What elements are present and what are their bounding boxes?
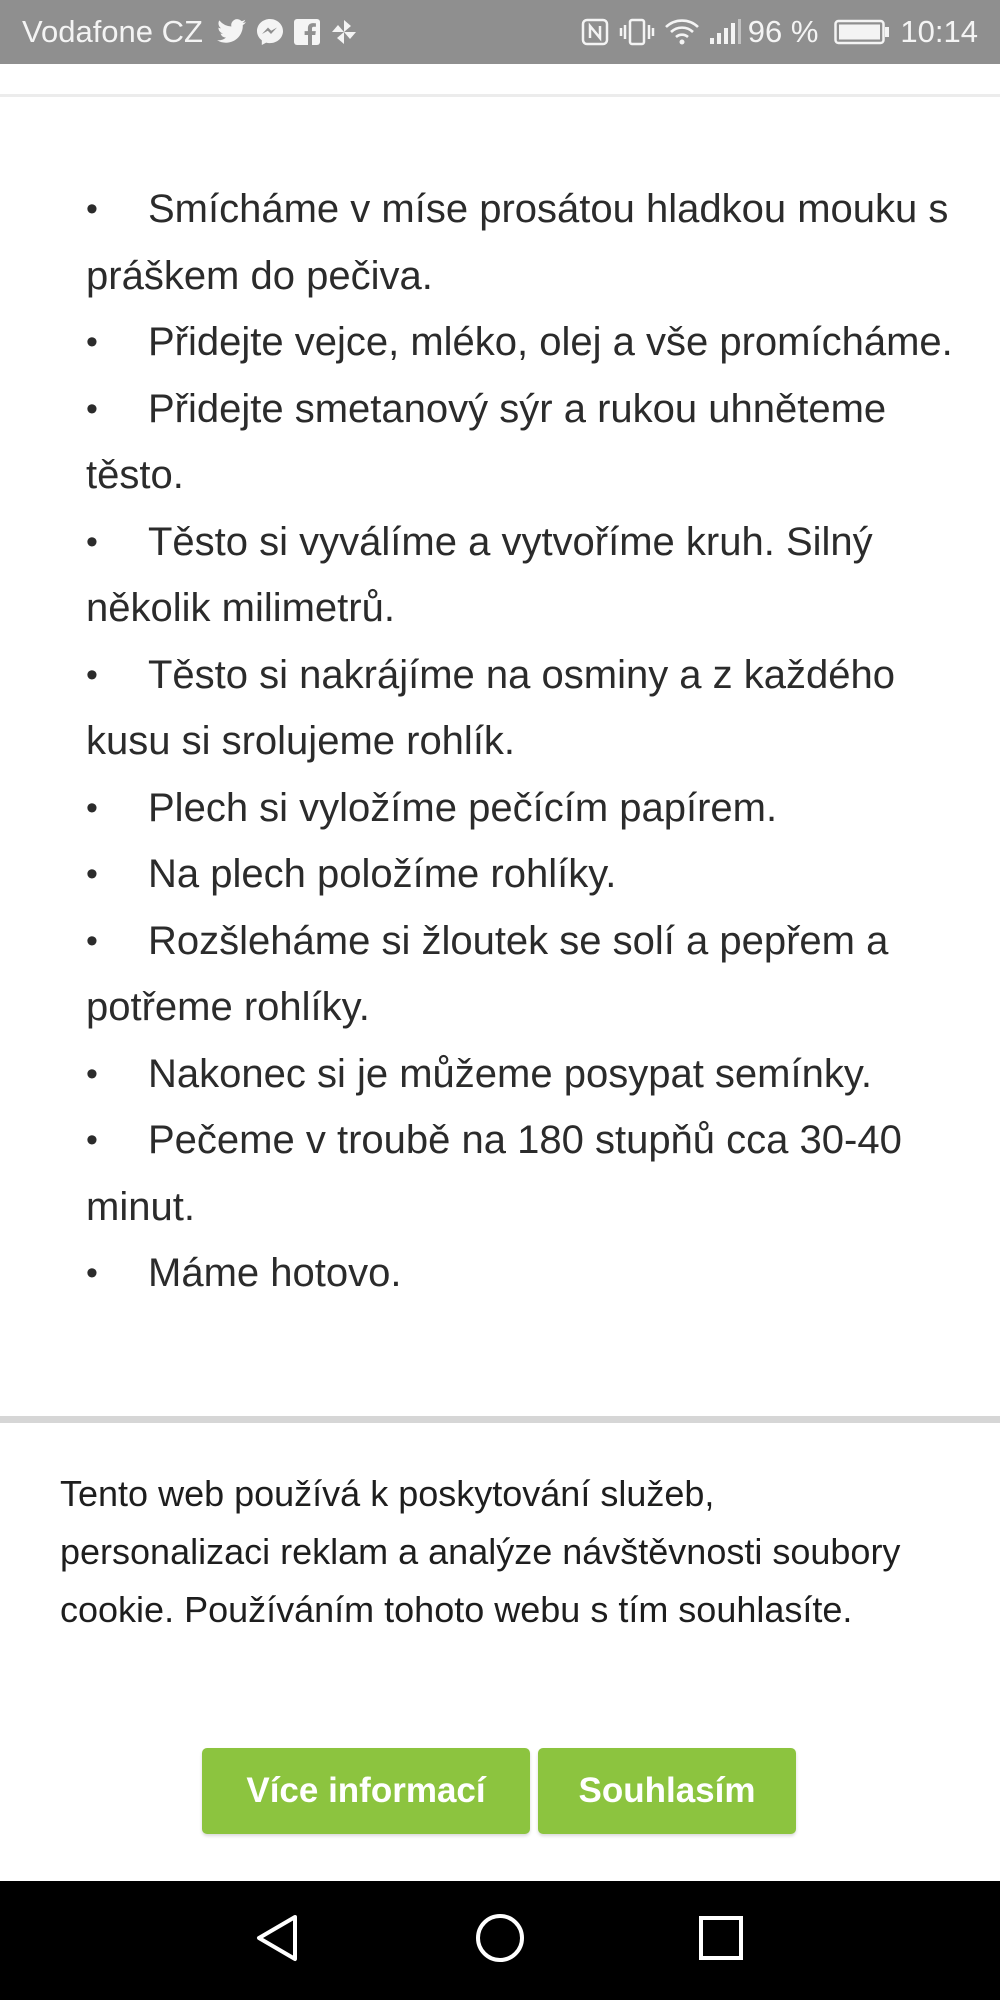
step-text: Pečeme v troubě na 180 stupňů cca 30-40 minut.: [86, 1118, 902, 1229]
list-item: [86, 908, 986, 1041]
step-text: Přidejte vejce, mléko, olej a vše promícháme.: [148, 320, 953, 364]
clock: 10:14: [900, 14, 978, 49]
back-icon[interactable]: [242, 1903, 312, 1973]
wifi-icon: [664, 15, 700, 49]
step-text: Plech si vyložíme pečícím papírem.: [148, 785, 778, 830]
list-item: [86, 309, 986, 376]
step-text: Na plech položíme rohlíky.: [148, 852, 617, 896]
step-text: Smícháme v míse prosátou hladkou mouku s práškem do pečiva.: [86, 187, 949, 298]
step-text: Nakonec si je můžeme posypat semínky.: [148, 1051, 873, 1096]
status-right: [572, 14, 978, 50]
bullet-icon: •: [86, 655, 98, 694]
bullet-icon: •: [86, 522, 98, 561]
recipe-steps-list: [86, 176, 986, 1307]
list-item: [86, 1107, 986, 1240]
list-item: [86, 775, 986, 842]
pinwheel-icon: [329, 15, 359, 49]
messenger-icon: [255, 15, 285, 49]
twitter-icon: [217, 15, 247, 49]
step-text: Těsto si vyválíme a vytvoříme kruh. Silný několik milimetrů.: [86, 519, 873, 630]
status-left: [22, 14, 359, 50]
list-item: [86, 1240, 986, 1307]
signal-icon: [708, 15, 742, 49]
list-item: [86, 509, 986, 642]
list-item: [86, 176, 986, 309]
step-text: Těsto si nakrájíme na osminy a z každého kusu si srolujeme rohlík.: [86, 652, 896, 763]
battery-percent: 96 %: [747, 14, 819, 49]
cookie-banner: [0, 1416, 1000, 1881]
recent-apps-icon[interactable]: [686, 1903, 756, 1973]
list-item: [86, 841, 986, 908]
battery-icon: [834, 15, 890, 49]
status-bar: [0, 0, 1000, 64]
bullet-icon: •: [86, 190, 98, 228]
bullet-icon: •: [86, 1121, 98, 1159]
bullet-icon: •: [86, 1054, 98, 1093]
step-text: Máme hotovo.: [148, 1251, 402, 1295]
header-divider: [0, 94, 1000, 97]
bullet-icon: •: [86, 855, 98, 893]
bullet-icon: •: [86, 323, 98, 361]
bullet-icon: •: [86, 389, 98, 428]
step-text: Rozšleháme si žloutek se solí a pepřem a potřeme rohlíky.: [86, 918, 889, 1029]
cookie-consent-text: Tento web používá k poskytování služeb, personalizaci reklam a analýze návštěvnosti soubory cookie. Používáním tohoto webu s tím souhlasíte.: [60, 1473, 901, 1630]
home-icon[interactable]: [465, 1903, 535, 1973]
bullet-icon: •: [86, 1254, 98, 1292]
bullet-icon: •: [86, 788, 98, 827]
facebook-icon: [293, 15, 321, 49]
list-item: [86, 642, 986, 775]
carrier-name: Vodafone CZ: [22, 14, 203, 49]
navigation-bar: [0, 1881, 1000, 2000]
step-text: Přidejte smetanový sýr a rukou uhněteme těsto.: [86, 386, 887, 497]
list-item: [86, 376, 986, 509]
bullet-icon: •: [86, 921, 98, 960]
more-info-button[interactable]: Více informací: [202, 1748, 530, 1834]
vibrate-icon: [618, 15, 656, 49]
agree-button[interactable]: Souhlasím: [538, 1748, 796, 1834]
list-item: [86, 1041, 986, 1108]
nfc-icon: [580, 15, 610, 49]
